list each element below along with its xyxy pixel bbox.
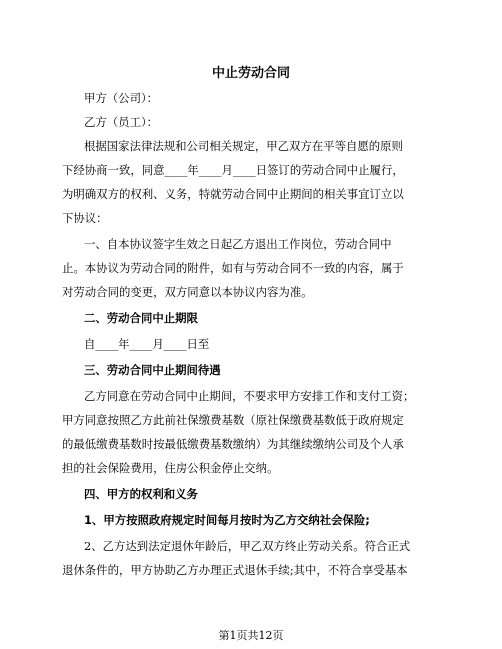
section-3-line-1: 乙方同意在劳动合同中止期间，不要求甲方安排工作和支付工资； — [84, 389, 415, 403]
section-4-item-1: 1、甲方按照政府规定时间每月按时为乙方交纳社会保险; — [84, 513, 370, 527]
section-4-heading: 四、甲方的权利和义务 — [84, 487, 198, 501]
party-b-line: 乙方（员工）： — [84, 115, 159, 129]
section-3-line-4: 担的社会保险费用，住房公积金停止交纳。 — [62, 461, 279, 475]
page-number-footer: 第1页共12页 — [218, 629, 284, 642]
intro-line-4: 下协议： — [62, 211, 108, 225]
clause-1-line-3: 对劳动合同的变更，双方同意以本协议内容为准。 — [62, 285, 313, 299]
clause-1-line-1: 一、自本协议签字生效之日起乙方退出工作岗位，劳动合同中 — [84, 237, 392, 251]
section-4-item-2-line-1: 2、乙方达到法定退休年龄后，甲乙双方终止劳动关系。符合正式 — [84, 539, 411, 553]
section-3-line-3: 的最低缴费基数时按最低缴费基数缴纳）为其继续缴纳公司及个人承 — [62, 437, 404, 451]
party-a-line: 甲方（公司）： — [84, 91, 159, 105]
intro-line-2: 下经协商一致，同意____年____月____日签订的劳动合同中止履行， — [62, 163, 404, 177]
intro-line-1: 根据国家法律法规和公司相关规定，甲乙双方在平等自愿的原则 — [84, 139, 403, 153]
term-line: 自____年____月____日至 — [84, 337, 210, 351]
section-4-item-2-line-2: 退休条件的，甲方协助乙方办理正式退休手续;其中，不符合享受基本 — [62, 563, 408, 577]
clause-1-line-2: 止。本协议为劳动合同的附件，如有与劳动合同不一致的内容，属于 — [62, 261, 404, 275]
section-3-line-2: 甲方同意按照乙方此前社保缴费基数（原社保缴费基数低于政府规定 — [62, 413, 404, 427]
document-title: 中止劳动合同 — [211, 66, 290, 81]
intro-line-3: 为明确双方的权利、义务，特就劳动合同中止期间的相关事宜订立以 — [62, 187, 404, 201]
section-3-heading: 三、劳动合同中止期间待遇 — [84, 363, 221, 377]
section-2-heading: 二、劳动合同中止期限 — [84, 311, 198, 325]
